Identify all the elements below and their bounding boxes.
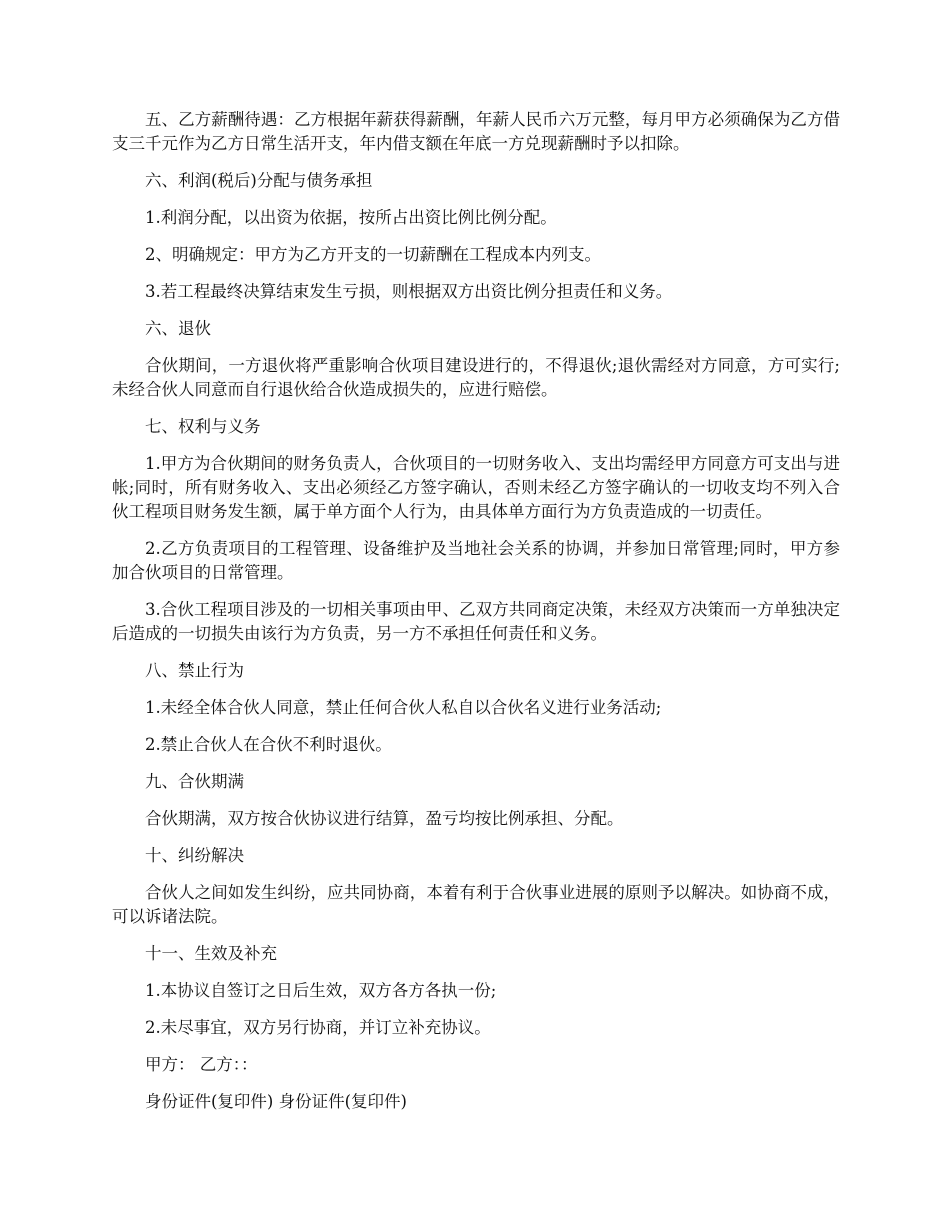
heading-withdrawal: 六、退伙 (145, 319, 211, 338)
heading-profit-distribution: 六、利润(税后)分配与债务承担 (145, 171, 373, 190)
signature-parties: 甲方： 乙方：： (145, 1055, 258, 1074)
heading-effect-supplement: 十一、生效及补充 (145, 944, 277, 963)
paragraph-rights-1: 1.甲方为合伙期间的财务负责人，合伙项目的一切财务收入、支出均需经甲方同意方可支出与进帐;同时，所有财务收入、支出必须经乙方签字确认，否则未经乙方签字确认的一切收支均不列入合伙工程项目财务发生额，属于单方面个人行为，由具体单方面行为方负责造成的一切责任。 (112, 454, 840, 521)
paragraph-prohibited-1: 1.未经全体合伙人同意，禁止任何合伙人私自以合伙名义进行业务活动; (145, 698, 662, 717)
document-page (112, 108, 840, 1127)
heading-dispute-resolution: 十、纠纷解决 (145, 846, 244, 865)
paragraph-dispute-resolution: 合伙人之间如发生纠纷，应共同协商，本着有利于合伙事业进展的原则予以解决。如协商不成，可以诉诸法院。 (112, 883, 840, 926)
paragraph-withdrawal: 合伙期间，一方退伙将严重影响合伙项目建设进行的，不得退伙;退伙需经对方同意，方可实行;未经合伙人同意而自行退伙给合伙造成损失的，应进行赔偿。 (112, 356, 840, 399)
paragraph-prohibited-2: 2.禁止合伙人在合伙不利时退伙。 (145, 735, 392, 754)
paragraph-effect-1: 1.本协议自签订之日后生效，双方各方各执一份; (145, 981, 497, 1000)
paragraph-profit-3: 3.若工程最终决算结束发生亏损，则根据双方出资比例分担责任和义务。 (145, 282, 673, 301)
paragraph-salary: 五、乙方薪酬待遇：乙方根据年薪获得薪酬，年薪人民币六万元整，每月甲方必须确保为乙方借支三千元作为乙方日常生活开支，年内借支额在年底一方兑现薪酬时予以扣除。 (112, 110, 840, 153)
heading-rights-obligations: 七、权利与义务 (145, 417, 261, 436)
id-documents: 身份证件(复印件) 身份证件(复印件) (145, 1092, 407, 1111)
heading-term-expiry: 九、合伙期满 (145, 772, 244, 791)
paragraph-profit-1: 1.利润分配，以出资为依据，按所占出资比例比例分配。 (145, 208, 557, 227)
paragraph-rights-2: 2.乙方负责项目的工程管理、设备维护及当地社会关系的协调，并参加日常管理;同时，甲方参加合伙项目的日常管理。 (112, 539, 840, 582)
paragraph-term-expiry: 合伙期满，双方按合伙协议进行结算，盈亏均按比例承担、分配。 (145, 809, 624, 828)
paragraph-profit-2: 2、明确规定：甲方为乙方开支的一切薪酬在工程成本内列支。 (145, 245, 601, 264)
heading-prohibited-acts: 八、禁止行为 (145, 661, 244, 680)
paragraph-effect-2: 2.未尽事宜，双方另行协商，并订立补充协议。 (145, 1018, 491, 1037)
paragraph-rights-3: 3.合伙工程项目涉及的一切相关事项由甲、乙双方共同商定决策，未经双方决策而一方单独决定后造成的一切损失由该行为方负责，另一方不承担任何责任和义务。 (112, 600, 840, 643)
